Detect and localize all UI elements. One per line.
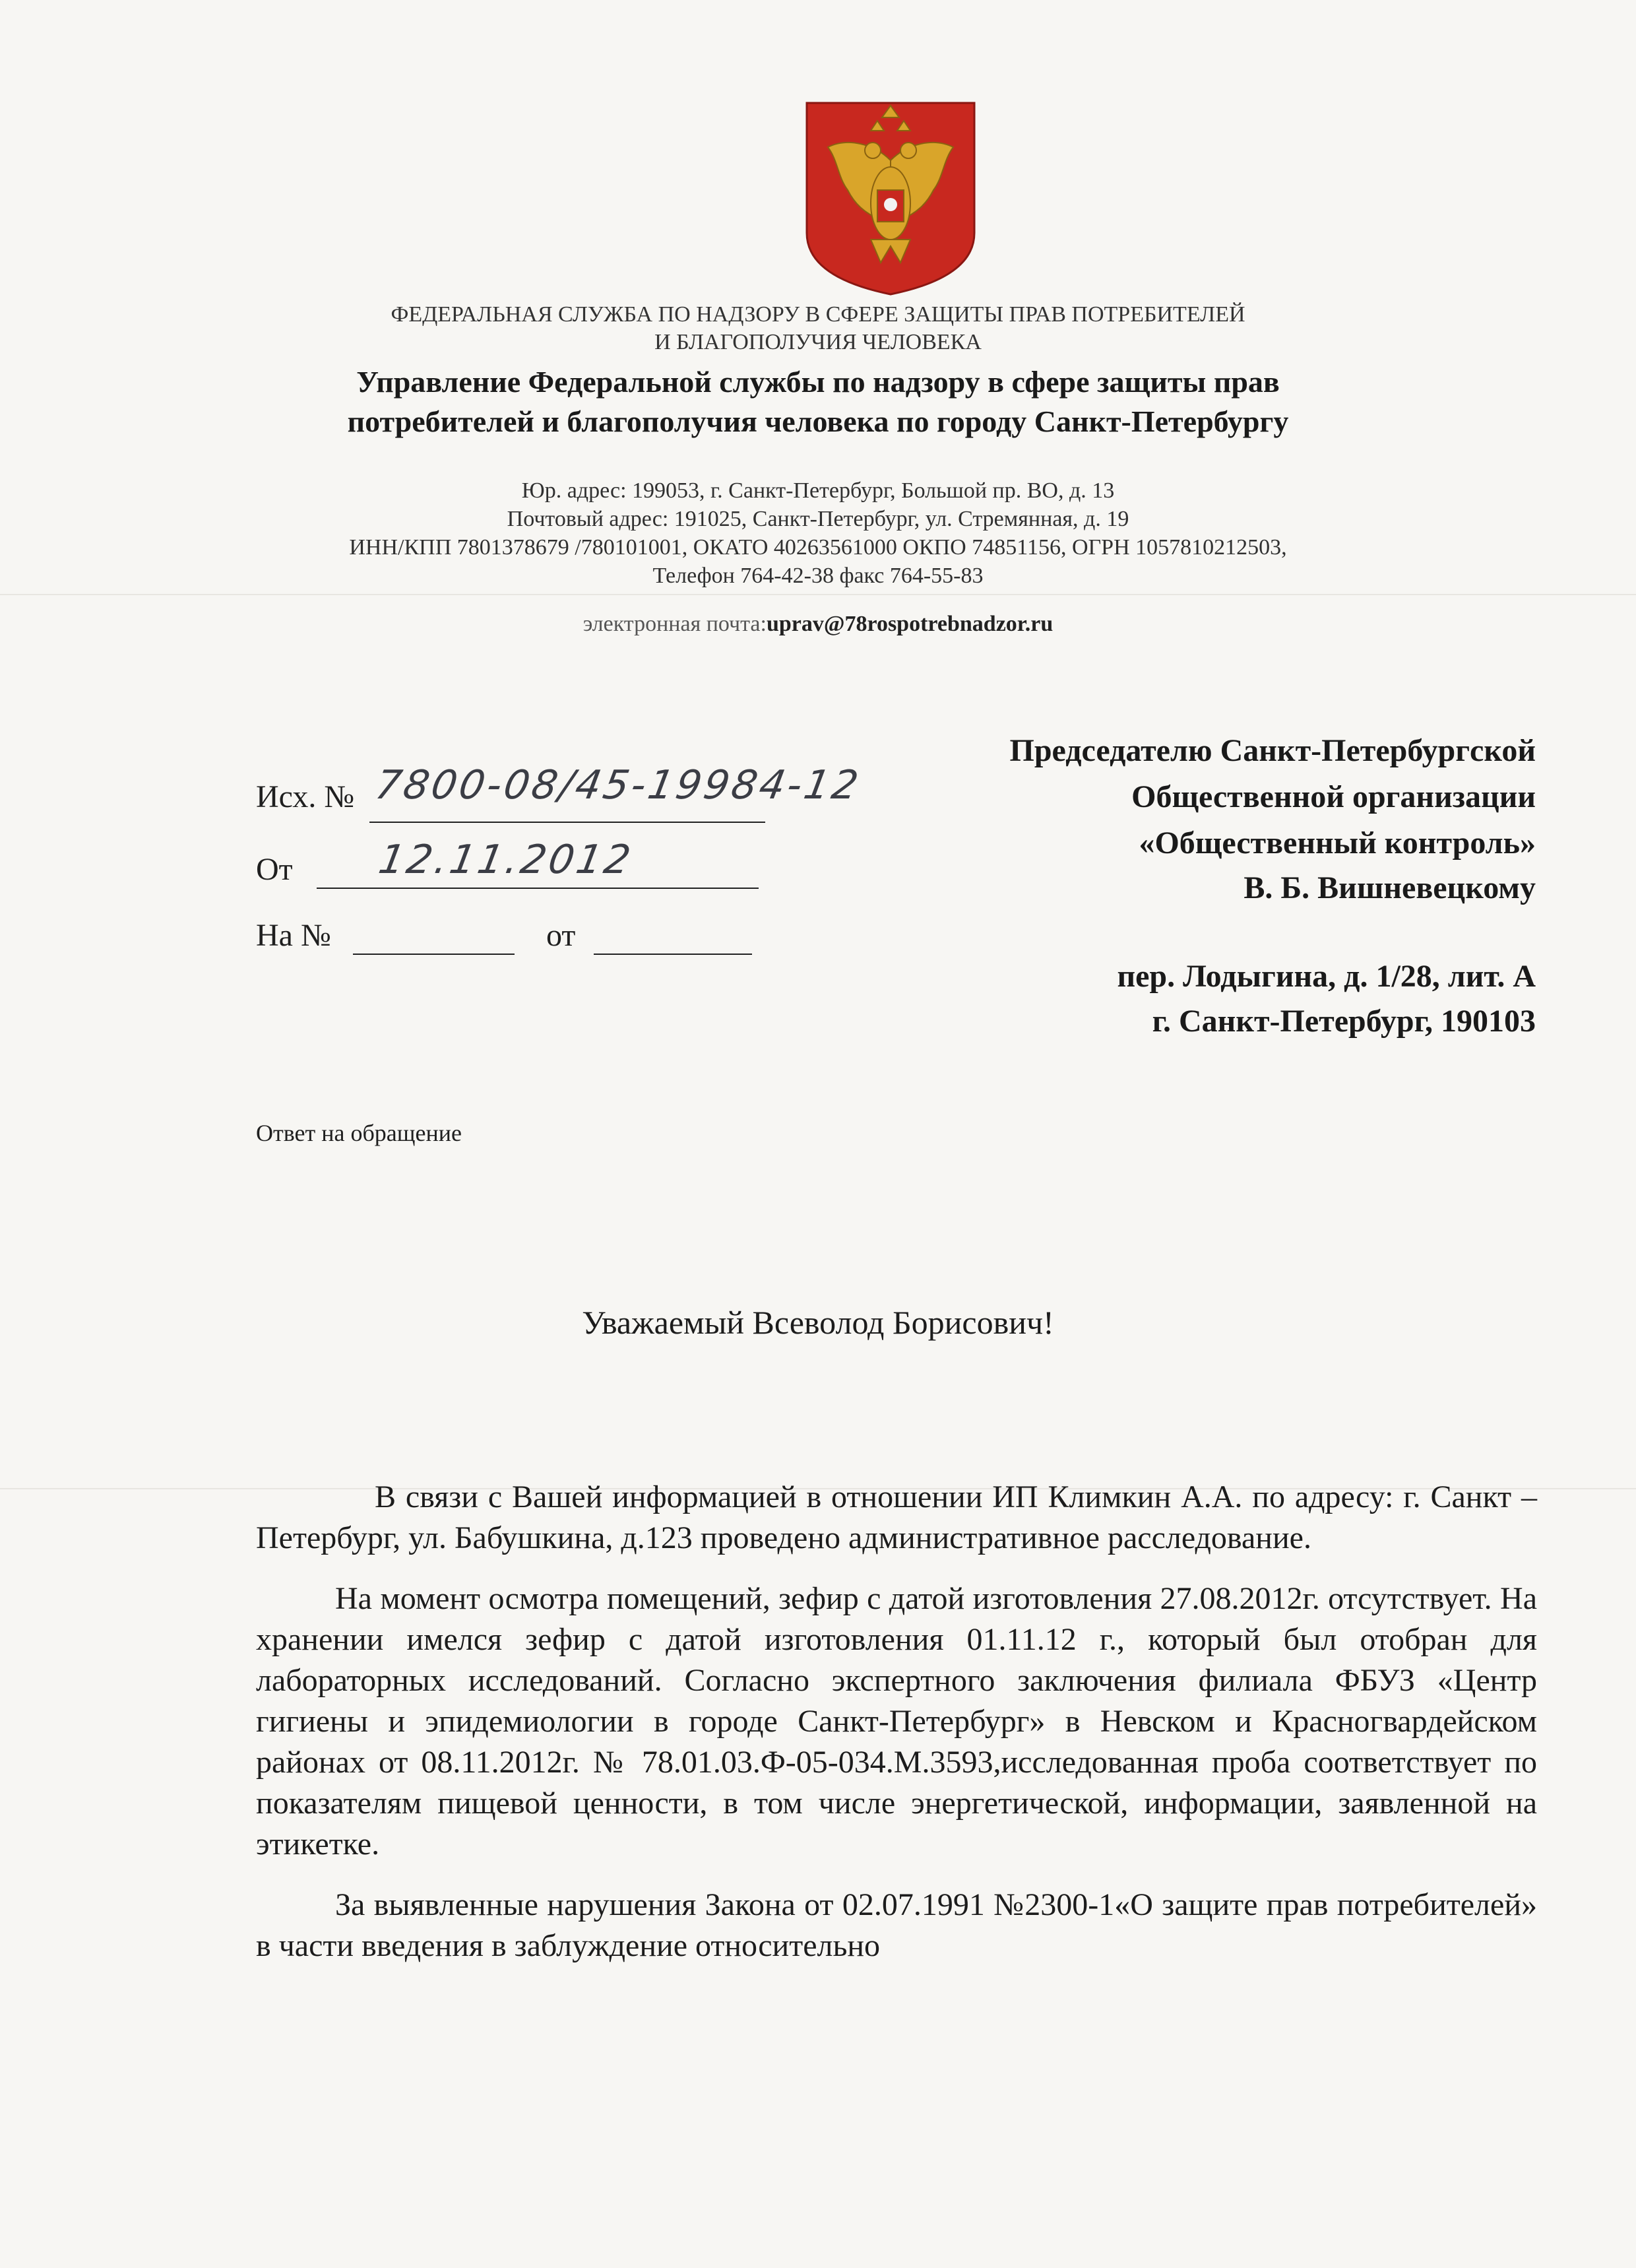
registration-codes: ИНН/КПП 7801378679 /780101001, ОКАТО 40263561000 ОКПО 74851156, ОГРН 1057810212503, bbox=[349, 535, 1287, 560]
email-label: электронная почта: bbox=[582, 612, 767, 636]
department-name-line1: Управление Федеральной службы по надзору в сфере защиты прав bbox=[356, 365, 1280, 399]
recipient-name: В. Б. Вишневецкому bbox=[1243, 870, 1536, 905]
reference-number-label: На № bbox=[256, 918, 331, 953]
letter-subject: Ответ на обращение bbox=[256, 1120, 462, 1146]
phone-fax: Телефон 764-42-38 факс 764-55-83 bbox=[652, 564, 984, 588]
recipient-organization-name: «Общественный контроль» bbox=[1139, 826, 1536, 860]
russian-coat-of-arms-icon bbox=[802, 98, 980, 299]
recipient-address-street: пер. Лодыгина, д. 1/28, лит. А bbox=[1117, 959, 1536, 994]
body-paragraph: На момент осмотра помещений, зефир с датой изготовления 27.08.2012г. отсутствует. На хранении имелся зефир с датой изготовления 01.11.12 г., который был отобран для лабораторных исследований. Согласно экспертного заключения филиала ФБУЗ «Центр гигиены и эпидемиологии в городе Санкт-Петербург» в Невском и Красногвардейском районах от 08.11.2012г. № 78.01.03.Ф-05-034.М.3593,исследованная проба соответствует по показателям пищевой ценности, в том числе энергетической, информации, заявленной на этикетке. bbox=[256, 1581, 1537, 1862]
legal-address: Юр. адрес: 199053, г. Санкт-Петербург, Большой пр. ВО, д. 13 bbox=[521, 478, 1115, 503]
outgoing-number-label: Исх. № bbox=[256, 779, 355, 814]
email-address: uprav@78rospotrebnadzor.ru bbox=[766, 612, 1054, 636]
date-underline bbox=[317, 888, 759, 889]
agency-name-line2: И БЛАГОПОЛУЧИЯ ЧЕЛОВЕКА bbox=[654, 330, 982, 354]
date-label: От bbox=[256, 852, 293, 887]
postal-address: Почтовый адрес: 191025, Санкт-Петербург, ул. Стремянная, д. 19 bbox=[507, 507, 1129, 531]
reference-number-underline bbox=[353, 954, 515, 955]
date-handwritten: 12.11.2012 bbox=[375, 837, 637, 883]
recipient-address-city: г. Санкт-Петербург, 190103 bbox=[1152, 1004, 1536, 1039]
paper-fold-line bbox=[0, 594, 1636, 595]
agency-name-line1: ФЕДЕРАЛЬНАЯ СЛУЖБА ПО НАДЗОРУ В СФЕРЕ ЗАЩИТЫ ПРАВ ПОТРЕБИТЕЛЕЙ bbox=[391, 302, 1245, 327]
outgoing-number-underline bbox=[369, 822, 765, 823]
body-paragraph: За выявленные нарушения Закона от 02.07.1991 №2300-1«О защите прав потребителей» в части введения в заблуждение относительно bbox=[256, 1887, 1537, 1963]
body-paragraph: В связи с Вашей информацией в отношении ИП Климкин А.А. по адресу: г. Санкт – Петербург, ул. Бабушкина, д.123 проведено административное расследование. bbox=[256, 1479, 1537, 1555]
reference-from-underline bbox=[594, 954, 752, 955]
reference-from-label: от bbox=[546, 918, 576, 953]
recipient-title: Председателю Санкт-Петербургской bbox=[1009, 733, 1536, 768]
recipient-organization: Общественной организации bbox=[1131, 779, 1536, 814]
letter-body bbox=[256, 1477, 1537, 1986]
greeting: Уважаемый Всеволод Борисович! bbox=[582, 1304, 1054, 1341]
department-name-line2: потребителей и благополучия человека по городу Санкт-Петербургу bbox=[347, 405, 1289, 438]
outgoing-number-handwritten: 7800-08/45-19984-12 bbox=[371, 762, 864, 808]
email-line bbox=[0, 612, 1636, 637]
